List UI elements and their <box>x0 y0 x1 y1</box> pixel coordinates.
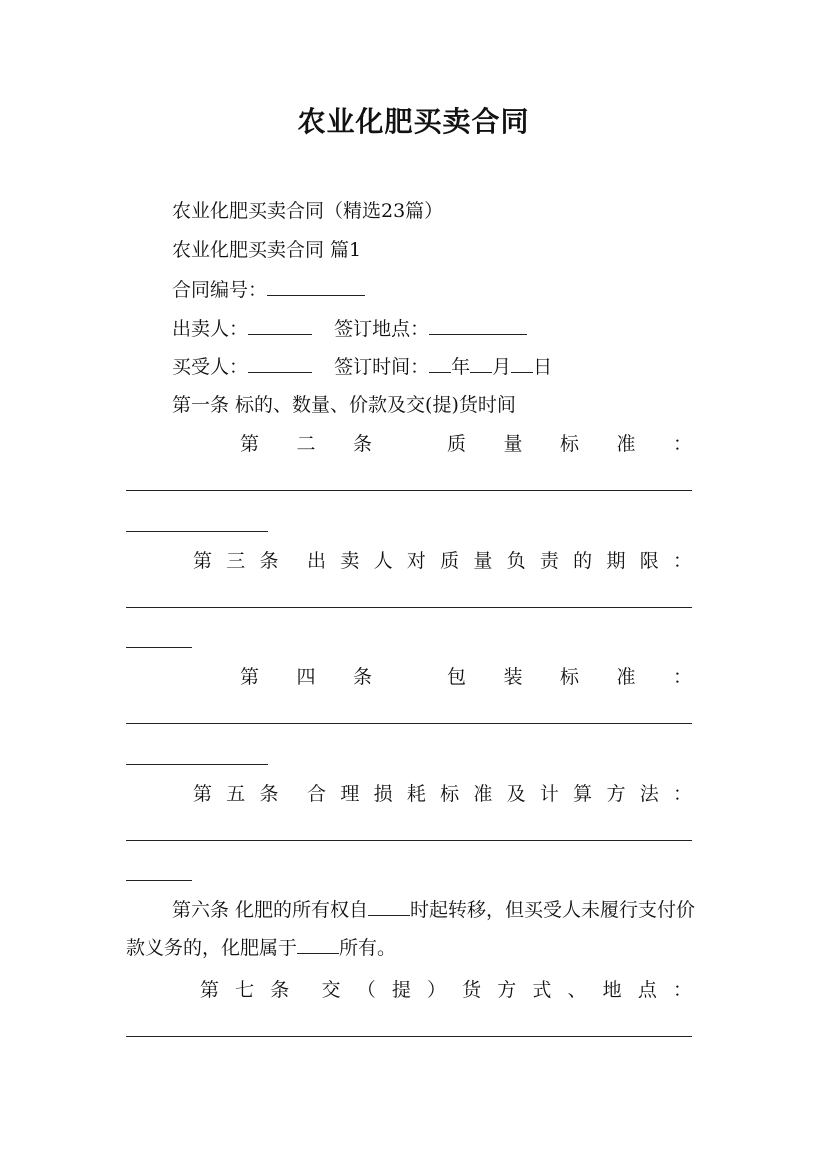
clause-3-char: 第 <box>193 550 213 572</box>
sign-place-blank[interactable] <box>429 316 527 335</box>
clause-4-char: ： <box>672 666 692 688</box>
clause-7-char: 方 <box>497 979 517 1001</box>
clause-5-char: 法 <box>639 783 659 805</box>
day-blank[interactable] <box>511 354 533 373</box>
contract-number-line <box>172 277 365 302</box>
clause-3-char: 人 <box>373 550 393 572</box>
clause-4-fill-line[interactable] <box>126 723 692 724</box>
clause-2-char: 量 <box>503 433 523 455</box>
clause-5-char: 五 <box>226 783 246 805</box>
clause-7-char: 第 <box>200 979 220 1001</box>
clause-4-fill-line[interactable] <box>126 764 268 765</box>
clause-3-fill-line[interactable] <box>126 647 192 648</box>
buyer-line <box>172 354 552 379</box>
buyer-label: 买受人： <box>172 356 249 378</box>
clause-5-char: ： <box>672 783 692 805</box>
clause-2-fill-line[interactable] <box>126 531 268 532</box>
clause-2-char: 质 <box>446 433 466 455</box>
clause-5-fill-line[interactable] <box>126 880 192 881</box>
clause-5-char: 准 <box>473 783 493 805</box>
clause-3-char: 责 <box>539 550 559 572</box>
clause-3-char: ： <box>672 550 692 572</box>
clause-5-char: 计 <box>539 783 559 805</box>
clause-5-char: 条 <box>259 783 279 805</box>
clause-4-char: 标 <box>559 666 579 688</box>
document-title: 农业化肥买卖合同 <box>297 105 530 138</box>
clause-3-fill-line[interactable] <box>126 607 692 608</box>
clause-7-char: 、 <box>567 979 587 1001</box>
clause-2-fill-line[interactable] <box>126 490 692 491</box>
clause-4-char: 准 <box>616 666 636 688</box>
clause-3-char: 的 <box>573 550 593 572</box>
clause-7-char: 货 <box>462 979 482 1001</box>
clause-3-heading <box>193 549 692 573</box>
clause-5-heading <box>193 782 692 806</box>
owner-blank[interactable] <box>297 933 339 954</box>
clause-4-char: 条 <box>353 666 373 688</box>
contract-number-blank[interactable] <box>267 277 365 296</box>
clause-2-char: ： <box>672 433 692 455</box>
clause-5-char: 理 <box>340 783 360 805</box>
clause-3-char: 对 <box>406 550 426 572</box>
clause-3-char: 三 <box>226 550 246 572</box>
clause-7-char: 交 <box>321 979 341 1001</box>
clause-7-char: 提 <box>391 979 411 1001</box>
clause-5-char: 算 <box>573 783 593 805</box>
clause-5-char: 标 <box>440 783 460 805</box>
clause-5-char: 损 <box>373 783 393 805</box>
clause-7-char: 条 <box>270 979 290 1001</box>
clause-7-char: 七 <box>235 979 255 1001</box>
clause-5-char: 合 <box>307 783 327 805</box>
year-blank[interactable] <box>429 354 451 373</box>
sign-time-label: 签订时间： <box>334 356 430 378</box>
article-heading: 农业化肥买卖合同 篇1 <box>172 239 362 261</box>
clause-6-text: 第六条 化肥的所有权自 <box>172 899 369 921</box>
day-label: 日 <box>533 356 553 378</box>
seller-label: 出卖人： <box>172 318 249 340</box>
clause-4-char: 装 <box>503 666 523 688</box>
clause-6 <box>126 891 701 967</box>
clause-3-char: 量 <box>473 550 493 572</box>
clause-2-char: 二 <box>296 433 316 455</box>
buyer-blank[interactable] <box>248 354 312 373</box>
clause-3-char: 条 <box>259 550 279 572</box>
clause-6-text: 所有。 <box>339 937 397 959</box>
clause-3-char: 期 <box>606 550 626 572</box>
clause-5-char: 方 <box>606 783 626 805</box>
clause-7-char: ） <box>426 979 446 1001</box>
clause-3-char: 出 <box>307 550 327 572</box>
clause-2-char: 第 <box>240 433 260 455</box>
clause-3-char: 卖 <box>340 550 360 572</box>
seller-line <box>172 316 527 341</box>
clause-2-char: 准 <box>616 433 636 455</box>
month-blank[interactable] <box>470 354 492 373</box>
clause-1: 第一条 标的、数量、价款及交(提)货时间 <box>172 394 516 416</box>
contract-number-label: 合同编号： <box>172 279 268 301</box>
clause-7-heading <box>200 978 692 1002</box>
clause-5-char: 及 <box>506 783 526 805</box>
clause-5-fill-line[interactable] <box>126 840 692 841</box>
clause-3-char: 质 <box>440 550 460 572</box>
clause-5-char: 耗 <box>406 783 426 805</box>
clause-2-char: 条 <box>353 433 373 455</box>
ownership-time-blank[interactable] <box>368 895 410 916</box>
clause-7-fill-line[interactable] <box>126 1036 692 1037</box>
month-label: 月 <box>492 356 512 378</box>
clause-3-char: 负 <box>506 550 526 572</box>
clause-4-char: 包 <box>446 666 466 688</box>
clause-5-char: 第 <box>193 783 213 805</box>
clause-2-char: 标 <box>559 433 579 455</box>
sign-place-label: 签订地点： <box>334 318 430 340</box>
clause-2-heading <box>240 432 692 456</box>
clause-3-char: 限 <box>639 550 659 572</box>
clause-7-char: ： <box>672 979 692 1001</box>
clause-7-char: 式 <box>532 979 552 1001</box>
document-subtitle: 农业化肥买卖合同（精选23篇） <box>172 200 444 222</box>
clause-4-char: 四 <box>296 666 316 688</box>
clause-6-text: 时起转移，但买受人未履行支付价款义务的，化肥属于 <box>126 899 696 959</box>
clause-4-char: 第 <box>240 666 260 688</box>
seller-blank[interactable] <box>248 316 312 335</box>
clause-4-heading <box>240 665 692 689</box>
clause-7-char: 点 <box>637 979 657 1001</box>
year-label: 年 <box>451 356 471 378</box>
clause-7-char: 地 <box>602 979 622 1001</box>
clause-7-char: （ <box>356 979 376 1001</box>
